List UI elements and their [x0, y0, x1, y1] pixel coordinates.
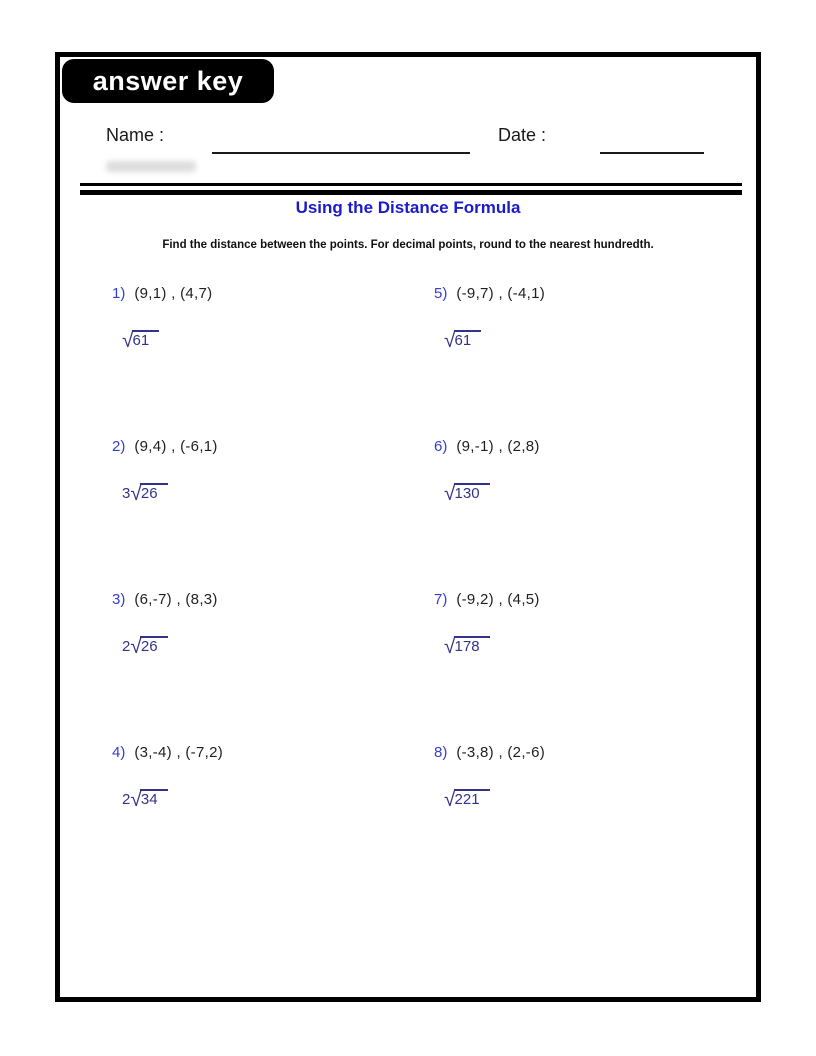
- problem-number: 3): [112, 591, 126, 608]
- radical-icon: √: [444, 329, 456, 352]
- radical-icon: √: [444, 482, 456, 505]
- name-blank-line: [212, 152, 470, 154]
- answer-key-badge: [62, 59, 274, 103]
- problems-grid: [112, 285, 742, 897]
- problem-statement: [434, 438, 742, 455]
- problem-answer: [122, 636, 434, 657]
- double-rule-divider: [80, 183, 742, 195]
- answer-radicand: 61: [132, 330, 160, 350]
- problem-statement: [112, 285, 434, 302]
- worksheet-frame: [55, 52, 761, 1002]
- problem-7: [434, 591, 742, 744]
- problem-1: [112, 285, 434, 438]
- problem-number: 7): [434, 591, 448, 608]
- problem-points: (-3,8) , (2,-6): [456, 744, 546, 761]
- problem-answer: [444, 636, 742, 657]
- problem-6: [434, 438, 742, 591]
- answer-coefficient: 3: [122, 485, 131, 502]
- problem-2: [112, 438, 434, 591]
- answer-coefficient: 2: [122, 638, 131, 655]
- answer-coefficient: 2: [122, 791, 131, 808]
- answer-radicand: 34: [140, 789, 168, 809]
- problem-answer: [444, 483, 742, 504]
- problem-points: (9,-1) , (2,8): [456, 438, 540, 455]
- answer-radicand: 26: [140, 483, 168, 503]
- problem-points: (-9,7) , (-4,1): [456, 285, 546, 302]
- radical-icon: √: [122, 329, 134, 352]
- problem-answer: [122, 483, 434, 504]
- answer-radicand: 221: [454, 789, 490, 809]
- answer-radicand: 130: [454, 483, 490, 503]
- worksheet-title: Using the Distance Formula: [295, 198, 521, 217]
- radical-icon: √: [130, 635, 142, 658]
- radical-icon: √: [444, 788, 456, 811]
- date-label: Date :: [498, 125, 547, 145]
- answer-radicand: 61: [454, 330, 482, 350]
- problem-points: (9,4) , (-6,1): [134, 438, 218, 455]
- problem-3: [112, 591, 434, 744]
- erased-text-smudge: [106, 161, 196, 172]
- problem-points: (6,-7) , (8,3): [134, 591, 218, 608]
- problem-number: 2): [112, 438, 126, 455]
- problem-number: 1): [112, 285, 126, 302]
- problem-answer: [122, 330, 434, 351]
- problem-answer: [122, 789, 434, 810]
- problem-number: 8): [434, 744, 448, 761]
- problem-4: [112, 744, 434, 897]
- problem-points: (-9,2) , (4,5): [456, 591, 540, 608]
- problem-points: (9,1) , (4,7): [134, 285, 213, 302]
- problem-statement: [112, 591, 434, 608]
- problem-number: 6): [434, 438, 448, 455]
- problem-statement: [434, 744, 742, 761]
- problem-number: 4): [112, 744, 126, 761]
- radical-icon: √: [130, 482, 142, 505]
- answer-radicand: 26: [140, 636, 168, 656]
- problem-number: 5): [434, 285, 448, 302]
- answer-key-label: answer key: [92, 65, 244, 96]
- problem-statement: [434, 285, 742, 302]
- problem-points: (3,-4) , (-7,2): [134, 744, 224, 761]
- problem-8: [434, 744, 742, 897]
- problem-5: [434, 285, 742, 438]
- problem-statement: [112, 744, 434, 761]
- problem-statement: [112, 438, 434, 455]
- date-blank-line: [600, 152, 704, 154]
- problem-answer: [444, 789, 742, 810]
- problem-statement: [434, 591, 742, 608]
- radical-icon: √: [444, 635, 456, 658]
- answer-radicand: 178: [454, 636, 490, 656]
- radical-icon: √: [130, 788, 142, 811]
- problem-answer: [444, 330, 742, 351]
- worksheet-instruction: Find the distance between the points. For decimal points, round to the nearest hundredth.: [162, 239, 654, 251]
- name-label: Name :: [106, 125, 165, 145]
